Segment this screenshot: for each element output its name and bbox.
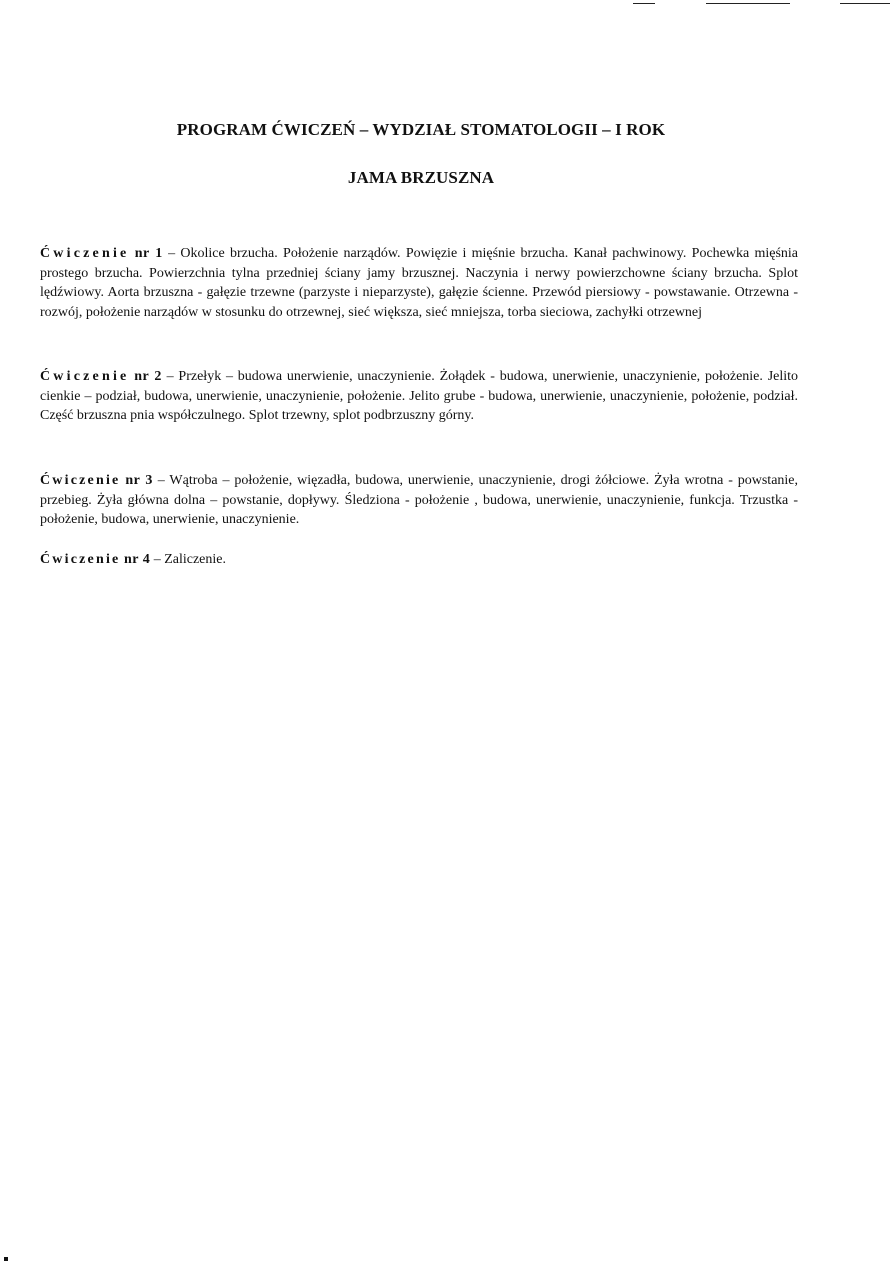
exercise-2 — [40, 367, 798, 426]
exercise-text: – Przełyk – budowa unerwienie, unaczynienie. Żołądek - budowa, unerwienie, unaczynienie, położenie. Jelito cienkie – podział, budowa, unerwienie, unaczynienie, położenie. Jelito grube - budowa, unerwienie, unaczynienie, położenie, podział. Część brzuszna pnia współczulnego. Splot trzewny, splot podbrzuszny górny. — [40, 369, 799, 423]
scan-mark-top-3 — [840, 3, 890, 4]
scan-dot — [4, 1257, 8, 1261]
exercise-text: – Zaliczenie. — [150, 552, 226, 567]
exercise-4 — [40, 550, 798, 570]
exercise-1 — [40, 244, 798, 322]
exercise-label: Ćwiczenie — [40, 369, 130, 384]
scan-mark-top-2 — [706, 3, 790, 4]
document-subtitle: JAMA BRZUSZNA — [347, 168, 495, 187]
exercise-label: Ćwiczenie — [40, 552, 121, 567]
exercise-number: nr 4 — [123, 552, 151, 567]
exercise-number: nr 1 — [134, 246, 163, 261]
exercise-label: Ćwiczenie — [40, 473, 121, 488]
exercise-number: nr 3 — [125, 473, 153, 488]
exercise-label: Ćwiczenie — [40, 246, 130, 261]
document-title: PROGRAM ĆWICZEŃ – WYDZIAŁ STOMATOLOGII – I ROK — [176, 120, 666, 139]
exercise-text: – Okolice brzucha. Położenie narządów. Powięzie i mięśnie brzucha. Kanał pachwinowy. Pochewka mięśnia prostego brzucha. Powierzchnia tylna przedniej ściany jamy brzusznej. Naczynia i nerwy powierzchowne ściany brzucha. Splot lędźwiowy. Aorta brzuszna - gałęzie trzewne (parzyste i nieparzyste), gałęzie ścienne. Przewód piersiowy - powstawanie. Otrzewna - rozwój, położenie narządów w stosunku do otrzewnej, sieć większa, sieć mniejsza, torba sieciowa, zachyłki otrzewnej — [40, 246, 799, 320]
exercise-text: – Wątroba – położenie, więzadła, budowa, unerwienie, unaczynienie, drogi żółciowe. Żyła wrotna - powstanie, przebieg. Żyła główna dolna – powstanie, dopływy. Śledziona - położenie , budowa, unerwienie, unaczynienie, funkcja. Trzustka - położenie, budowa, unerwienie, unaczynienie. — [40, 473, 799, 527]
exercise-number: nr 2 — [134, 369, 162, 384]
exercise-3 — [40, 471, 798, 530]
scan-mark-top-1 — [633, 3, 655, 4]
